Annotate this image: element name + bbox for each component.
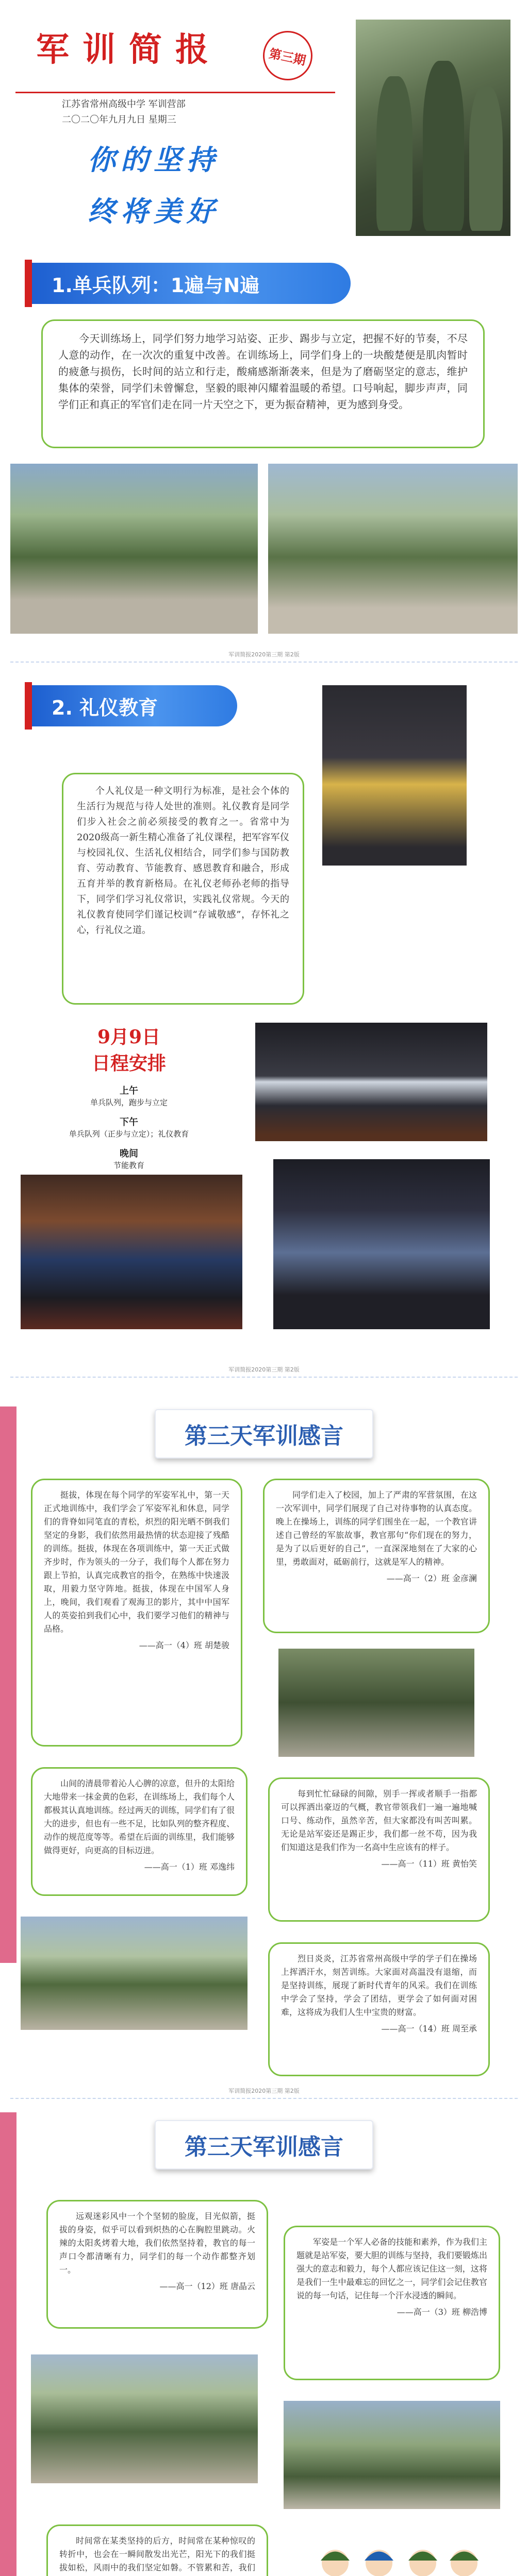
essay-author: ——高一（12）班 唐晶云 [159,2281,255,2291]
essay-text: 远观迷彩风中一个个坚韧的脸庞，目光似箭，挺拔的身姿，似乎可以看到炽热的心在胸腔里跳动。火辣的太阳炙烤着大地，我们依然坚持着，教官的每一声口令都清晰有力，同学们的每一个动作都整齐划一。 [59,2211,255,2275]
cartoon-soldier-2 [365,2550,393,2576]
section1-textbox [41,319,485,448]
section2-textbox [62,773,304,1005]
cartoon-soldier-3 [408,2550,437,2576]
essay-card [46,2200,268,2329]
essay-author: ——高一（2）班 金彦澜 [386,1573,477,1583]
reflections-photo-1 [278,1649,474,1757]
slogan-line-1: 你的坚持 [88,143,220,176]
reflections-photo-3 [31,2354,258,2483]
essay-card [268,1777,490,1922]
essay-author: ——高一（3）班 柳浩博 [397,2307,487,2317]
cartoon-soldier-4 [450,2550,478,2576]
section1-banner [31,263,351,304]
cartoon-soldier-1 [321,2550,350,2576]
schedule-eve: 节能教育 [113,1161,144,1170]
section2-text: 个人礼仪是一种文明行为标准，是社会个体的生活行为规范与待人处世的准则。礼仪教育是同学们步入社会之前必须接受的教育之一。省常中为2020级高一新生精心准备了礼仪课程，把军容军仪与校园礼仪、生活礼仪相结合，同学们参与国防教育、劳动教育、节能教育、感恩教育和融合，形成五育并举的教育新格局。在礼仪老师孙老师的指导下，同学们学习礼仪常识，实践礼仪常规。今天的礼仪教育使同学们谨记校训“存诚敬感”，存怀礼之心，行礼仪之道。 [77,786,289,936]
header-photo-soldiers [356,20,510,236]
side-stripe [0,1406,16,1963]
schedule-title: 日程安排 [91,1053,166,1074]
reflections-photo-4 [284,2401,500,2509]
essay-text: 同学们走入了校园，加上了严肃的军营氛围，在这一次军训中，同学们展现了自己对待事物的认真态度。晚上在操场上，训练的同学们围坐在一起，一个教官讲述自己曾经的军旅故事，教官那句“你们现在的努力，是为了以后更好的自己”，一直深深地刻在了大家的心里，勇敢面对，砥砺前行，这就是军人的精神。 [276,1490,477,1567]
reflections-photo-2 [21,1917,248,2030]
slogan-line-2: 终将美好 [88,195,220,228]
reflections-heading-2: 第三天军训感言 [155,2120,373,2170]
stage-photo [255,1023,487,1141]
schedule-am: 单兵队列，跑步与立定 [90,1098,168,1107]
newsletter-title: 军训简报 [36,30,222,69]
title-underline [15,92,335,93]
essay-text: 每到忙忙碌碌的间隙，别手一挥或者顺手一指都可以挥洒出豪迈的气概，教官带领我们一遍一遍地喊口号、练动作，虽然辛苦，但大家都没有叫苦叫累。无论是站军姿还是踢正步，我们都一丝不苟，因为我们知道这是我们作为一名高中生应该有的样子。 [281,1789,477,1852]
essay-text: 挺拔，体现在每个同学的军姿军礼中，第一天正式地训练中，我们学会了军姿军礼和休息，同学们的背脊如同笔直的青松，炽烈的阳光晒不倒我们坚定的身影，我们依然用最热情的状态迎接了残酷的训练。挺拔，体现在各项训练中，第一天正式做齐步时，作为领头的一分子，我们每个人都在努力跟上节拍，认真完成教官的指令，在熟练中快速汲取，用毅力坚守阵地。挺拔，体现在中国军人身上，晚间，我们观看了观海卫的影片，其中中国军人的英姿拍到我们心中，我们要学习他们的精神与品格。 [44,1490,229,1634]
banner-tag [25,260,32,307]
section1-photo-left [10,464,258,634]
banner-tag [25,682,32,730]
essay-text: 烈日炎炎，江苏省常州高级中学的学子们在操场上挥洒汗水，刻苦训练。大家面对高温没有退缩，而是坚持训练，展现了新时代青年的风采。我们在训练中学会了坚持，学会了团结，更学会了如何面对困难，这将成为我们人生中宝贵的财富。 [281,1954,477,2017]
issue-date: 二〇二〇年九月九日 星期三 [62,114,176,125]
essay-author: ——高一（11）班 黄怡笑 [381,1859,477,1869]
essay-text: 山间的清晨带着沁人心脾的凉意，但升的太阳给大地带来一抹金黄的色彩，在训练场上，我们每个人都极其认真地训练。经过两天的训练，同学们有了很大的进步，但也有一些不足，比如队列的整齐程度、动作的规范度等等。希望在后面的训练里，我们能够做得更好，向更高的目标迈进。 [44,1778,235,1855]
section2-banner [31,685,237,726]
essay-card [284,2226,500,2380]
page-divider: 军训简报2020第三期 第2版 [10,1365,518,1378]
essay-author: ——高一（4）班 胡楚骏 [139,1640,229,1650]
essay-card [268,1942,490,2076]
school-name: 江苏省常州高级中学 军训营部 [62,99,186,110]
issue-stamp: 第三期 [258,26,317,85]
essay-text: 时间常在某类坚持的后方，时间常在某种惊叹的转折中，也会在一瞬间散发出光芒，阳光下的我们挺拔如松，风雨中的我们坚定如磐。不管累和苦，我们 [59,2536,255,2572]
schedule-date: 9月9日 [97,1026,161,1048]
reflections-heading-1: 第三天军训感言 [155,1409,373,1459]
essay-author: ——高一（1）班 邓逸纬 [144,1862,235,1872]
schedule-am-label: 上午 [120,1086,138,1096]
schedule-block [36,1023,222,1171]
schedule-pm-label: 下午 [120,1117,138,1128]
section1-title: 1.单兵队列：1遍与N遍 [52,274,260,297]
essay-card [263,1479,490,1633]
page-divider: 军训简报2020第三期 第2版 [10,650,518,663]
hall-photo [273,1159,490,1329]
side-stripe [0,2112,16,2576]
essay-card [31,1767,248,1896]
section1-text: 今天训练场上，同学们努力地学习站姿、正步、踢步与立定，把握不好的节奏，不尽人意的动作，在一次次的重复中改善。在训练场上，同学们身上的一块酸楚便是肌肉暂时的疲惫与损伤，长时间的站立和行走，酸痛感渐渐袭来，但是为了磨砺坚定的意志，维护集体的荣誉，同学们未曾懈怠，坚毅的眼神闪耀着温暖的希望。口号响起，脚步声声，同学们正和真正的军官们走在同一片天空之下，更为振奋精神，更为感到身受。 [58,332,468,411]
section2-title: 2. 礼仪教育 [52,696,158,719]
schedule-eve-label: 晚间 [120,1148,138,1159]
essay-card [46,2524,268,2576]
essay-card [31,1479,242,1747]
section1-photo-right [268,464,518,634]
essay-author: ——高一（14）班 周至承 [381,2024,477,2033]
schedule-pm: 单兵队列（正步与立定）；礼仪教育 [69,1129,189,1139]
page-divider: 军训简报2020第三期 第2版 [10,2087,518,2099]
students-stage-photo [21,1175,242,1329]
speaker-photo [322,685,467,866]
essay-text: 军姿是一个军人必备的技能和素养，作为我们主题就是站军姿，要大胆的训练与坚持，我们要锻炼出强大的意志和毅力，每个人都应该记住这一刻，这将是我们一生中最难忘的回忆之一，同学们会记住教官说的每一句话，记住每一个汗水浸透的瞬间。 [296,2237,487,2300]
cartoon-soldiers-illustration [309,2540,485,2576]
